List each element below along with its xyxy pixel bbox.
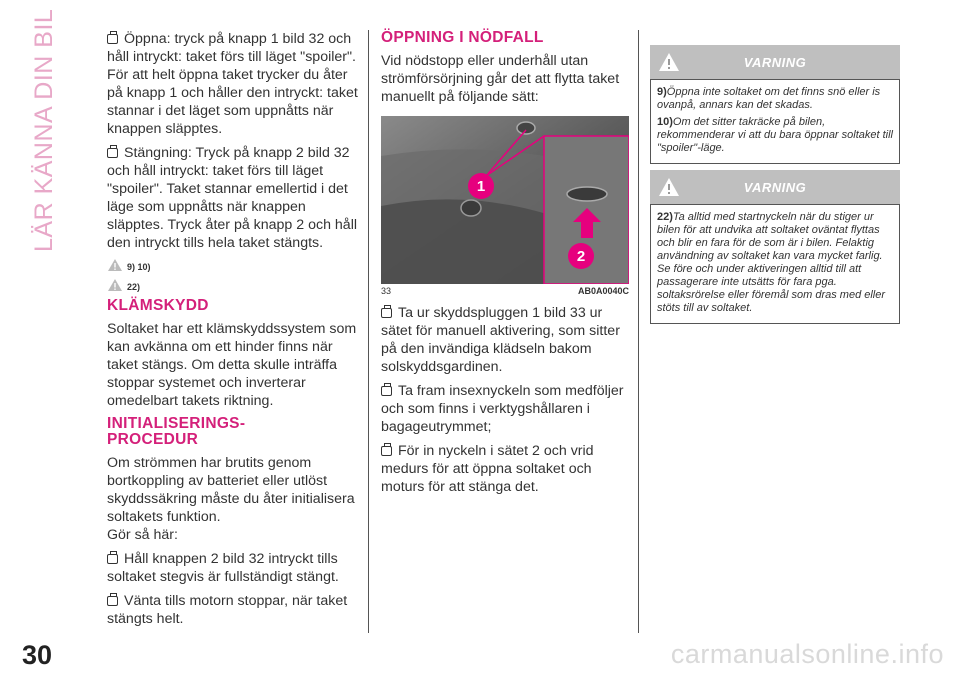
bullet-icon — [381, 386, 392, 396]
heading-oppning-i-nodfall: ÖPPNING I NÖDFALL — [381, 29, 544, 46]
page-number: 30 — [22, 640, 53, 670]
paragraph: Vänta tills motorn stoppar, när taket stängts helt. — [107, 593, 348, 627]
column-divider — [638, 30, 639, 633]
figure-label-1: 1 — [476, 178, 486, 195]
paragraph: Soltaket har ett klämskyddssystem som kan avkänna om ett hinder finns när taket stängs. Om detta skulle inträffa stoppar systemet och inverterar omedelbart takets riktning. — [107, 321, 357, 409]
column-3 — [650, 45, 900, 330]
warning-triangle-icon — [107, 258, 123, 272]
warning-header — [650, 45, 900, 79]
heading-initialisering: INITIALISERINGS- PROCEDUR — [107, 415, 246, 448]
warning-reference: 22) — [107, 278, 359, 292]
side-title-text: LÄR KÄNNA DIN BIL — [30, 8, 58, 252]
watermark: carmanualsonline.info — [670, 639, 944, 669]
bullet-icon — [107, 148, 118, 158]
warning-title: VARNING — [743, 179, 807, 195]
paragraph: Ta ur skyddspluggen 1 bild 33 ur sätet för manuell aktivering, som sitter på den invändiga klädseln bakom solskyddsgardinen. — [381, 305, 620, 375]
roof-mechanism-illustration — [381, 116, 629, 284]
bullet-icon — [107, 34, 118, 44]
warning-item: 9)Öppna inte soltaket om det finns snö eller is ovanpå, annars kan det skadas. — [657, 86, 881, 111]
warning-header — [650, 170, 900, 204]
heading-klamskydd: KLÄMSKYDD — [107, 297, 209, 314]
column-2 — [381, 30, 629, 502]
bullet-icon — [107, 596, 118, 606]
warning-box — [650, 79, 900, 164]
bullet-icon — [107, 554, 118, 564]
warning-reference: 9) 10) — [107, 258, 359, 272]
paragraph: Gör så här: — [107, 527, 178, 543]
bullet-icon — [381, 308, 392, 318]
warning-triangle-icon — [658, 52, 680, 72]
paragraph: Stängning: Tryck på knapp 2 bild 32 och håll intryckt: taket förs till läget "spoiler". Taket stannar emellertid i det läge som uppnåtts när knappen släpptes. Tryck åter på knapp 2 och håll den intryckt tills hela taket stängts. — [107, 145, 357, 251]
warning-triangle-icon — [658, 177, 680, 197]
paragraph: Öppna: tryck på knapp 1 bild 32 och håll intryckt: taket förs till läget "spoiler". För att helt öppna taket trycker du åter på knapp 1 och håller den intryckt: taket stannar i det läget som uppnåtts när knappen släpptes. — [107, 31, 358, 137]
column-1 — [107, 30, 359, 634]
warning-box — [650, 204, 900, 324]
side-section-title — [22, 8, 62, 252]
warning-title: VARNING — [743, 54, 807, 70]
figure-number: 33 — [381, 286, 392, 296]
warning-item: 10)Om det sitter takräcke på bilen, rekommenderar vi att du bara öppnar soltaket till "spoiler"-läge. — [657, 116, 894, 154]
bullet-icon — [381, 446, 392, 456]
paragraph: Om strömmen har brutits genom bortkoppling av batteriet eller utlöst skyddssäkring måste du åter initialisera soltakets funktion. — [107, 455, 355, 525]
figure-label-2: 2 — [576, 248, 586, 265]
warning-item: 22)Ta alltid med startnyckeln när du stiger ur bilen för att undvika att soltaket oväntat flyttas och blir en fara för de som är i bilen. Felaktig användning av soltaket kan vara mycket farlig. Se före och under aktiveringen alltid till att passagerare inte utsätts för fara pga. soltaksrörelse eller föremål som dras med eller stöts till av soltaket. — [657, 211, 886, 314]
paragraph: Håll knappen 2 bild 32 intryckt tills soltaket stegvis är fullständigt stängt. — [107, 551, 339, 585]
paragraph: För in nyckeln i sätet 2 och vrid medurs för att öppna soltaket och moturs för att stänga det. — [381, 443, 594, 495]
figure-33-photo — [381, 116, 629, 284]
warning-triangle-icon — [107, 278, 123, 292]
figure-code: AB0A0040C — [577, 286, 629, 296]
figure-caption — [381, 286, 629, 296]
column-divider — [368, 30, 369, 633]
paragraph: Vid nödstopp eller underhåll utan strömförsörjning går det att flytta taket manuellt på följande sätt: — [381, 53, 620, 105]
paragraph: Ta fram insexnyckeln som medföljer och som finns i verktygshållaren i bagageutrymmet; — [381, 383, 624, 435]
